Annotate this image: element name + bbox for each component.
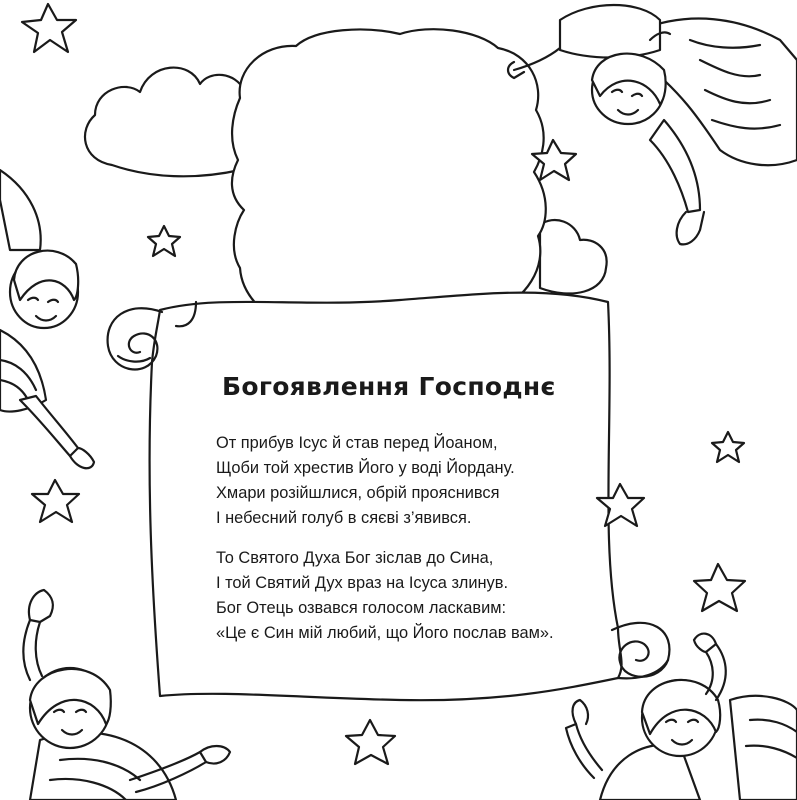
star-icon	[32, 480, 79, 522]
poem-line: І небесний голуб в сяєві з’явився.	[216, 509, 472, 527]
poem-line: Щоби той хрестив Його у воді Йордану.	[216, 459, 515, 477]
star-icon	[712, 432, 744, 462]
cloud-left-icon	[85, 68, 244, 177]
cloud-right-icon	[540, 220, 607, 294]
angel-top-right-icon	[508, 5, 797, 244]
star-icon	[148, 226, 180, 256]
star-icon	[346, 720, 395, 764]
poem-line: Бог Отець озвався голосом ласкавим:	[216, 599, 507, 617]
poem-line: «Це є Син мій любий, що Його послав вам».	[216, 624, 554, 642]
poem-stanza	[216, 546, 616, 646]
poem-line: Хмари розійшлися, обрій прояснився	[216, 484, 500, 502]
page-title: Богоявлення Господнє	[222, 372, 556, 401]
star-icon	[694, 564, 745, 611]
poem-line: От прибув Ісус й став перед Йоаном,	[216, 434, 498, 452]
poem-line: То Святого Духа Бог зіслав до Сина,	[216, 549, 494, 567]
angel-left-middle-icon	[0, 170, 94, 468]
poem-line: І той Святий Дух враз на Ісуса злинув.	[216, 574, 508, 592]
star-icon	[22, 4, 76, 52]
poem-stanza	[216, 431, 616, 531]
